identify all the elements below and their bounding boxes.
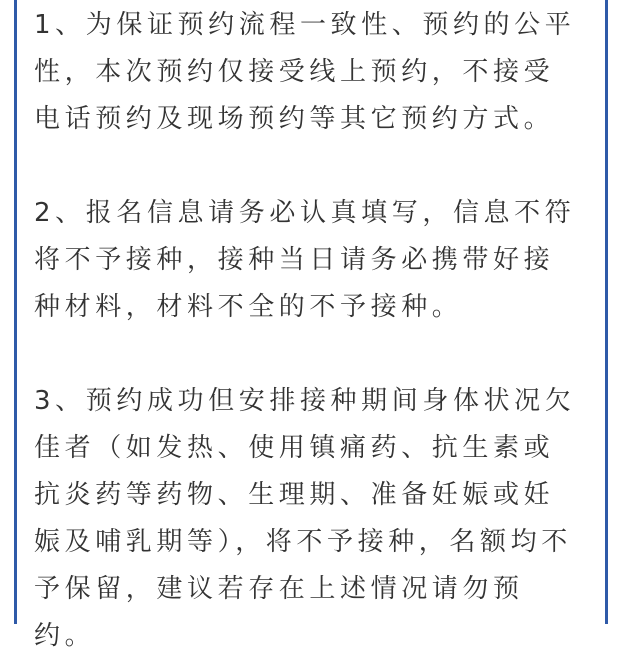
notice-paragraph-1: 1、为保证预约流程一致性、预约的公平性，本次预约仅接受线上预约，不接受电话预约及现场预约等其它预约方式。 [34,10,576,134]
notice-paragraph-2: 2、报名信息请务必认真填写，信息不符将不予接种，接种当日请务必携带好接种材料，材料不全的不予接种。 [34,198,576,322]
notice-paragraph-3: 3、预约成功但安排接种期间身体状况欠佳者（如发热、使用镇痛药、抗生素或抗炎药等药物、生理期、准备妊娠或妊娠及哺乳期等），将不予接种，名额均不予保留，建议若存在上述情况请勿预约。 [34,386,576,651]
